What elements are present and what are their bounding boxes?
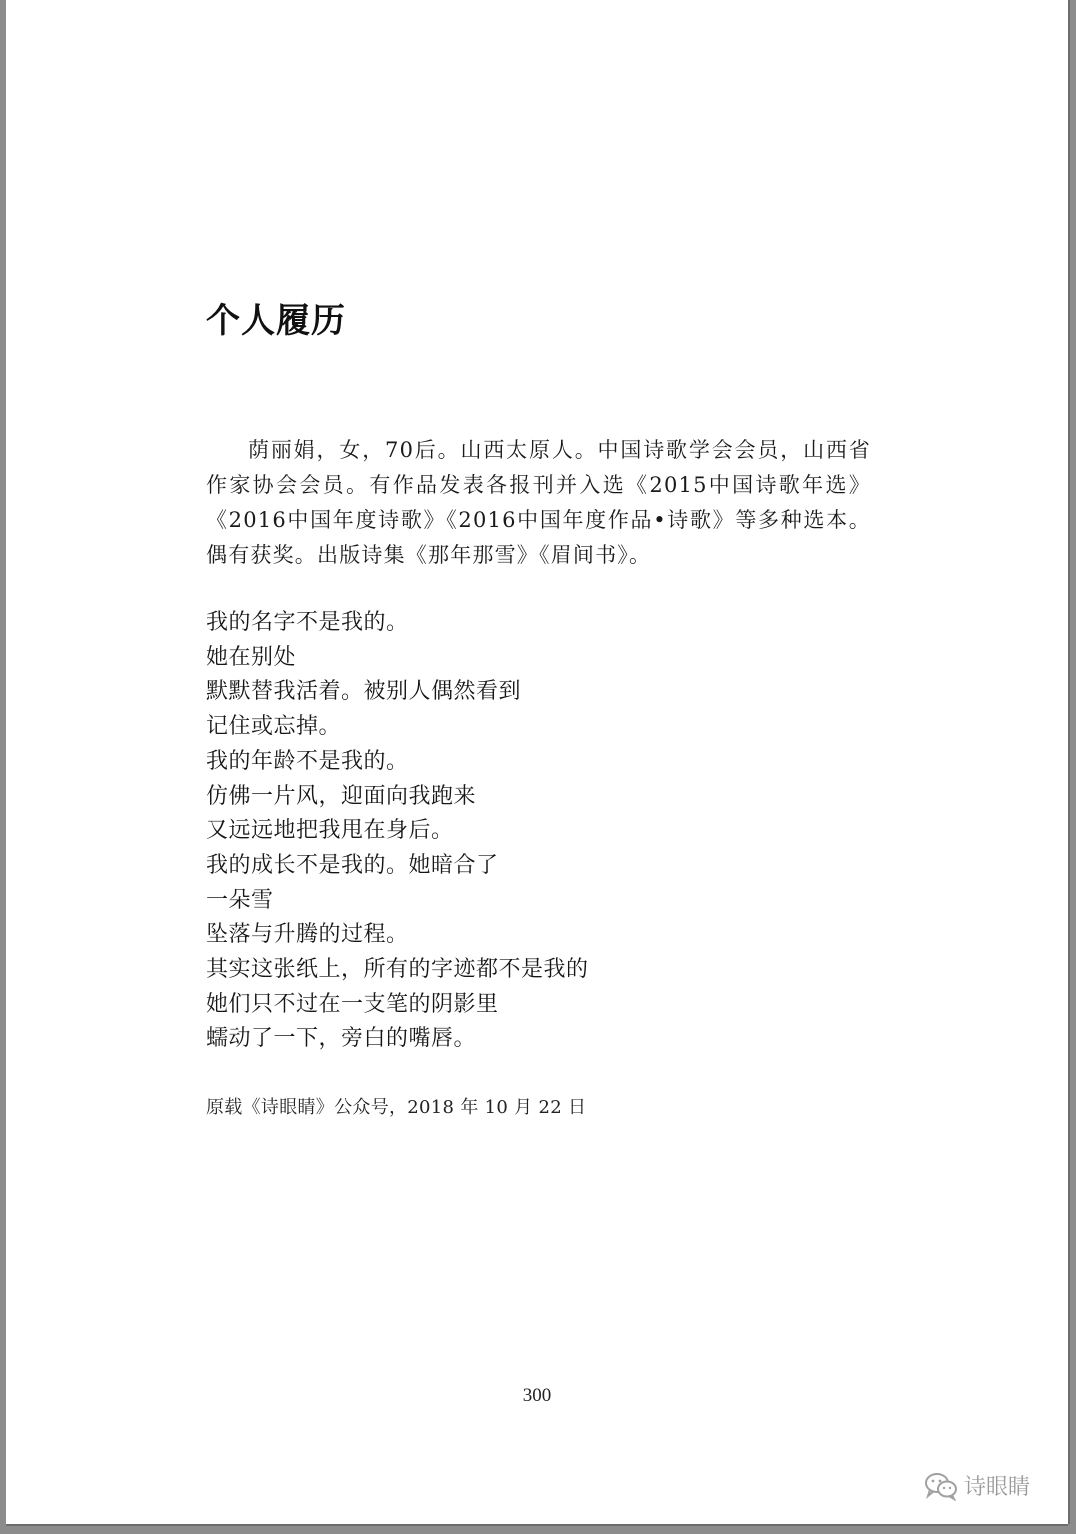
poem — [206, 606, 589, 1057]
poem-line: 她在别处 — [206, 644, 297, 670]
poem-line: 她们只不过在一支笔的阴影里 — [206, 991, 499, 1017]
page-number: 300 — [522, 1385, 552, 1406]
document-page — [6, 0, 1068, 1524]
poem-line: 记住或忘掉。 — [206, 714, 342, 740]
wechat-icon — [924, 1471, 958, 1501]
poem-line: 我的名字不是我的。 — [206, 610, 409, 635]
watermark — [924, 1470, 1030, 1501]
watermark-text: 诗眼睛 — [963, 1475, 1030, 1500]
bio-paragraph: 荫丽娟，女，70后。山西太原人。中国诗歌学会会员，山西省作家协会会员。有作品发表各报刊并入选《2015中国诗歌年选》《2016中国年度诗歌》《2016中国年度作品•诗歌》等多种选本。偶有获奖。出版诗集《那年那雪》《眉间书》。 — [206, 438, 871, 567]
poem-line: 默默替我活着。被别人偶然看到 — [206, 679, 522, 705]
poem-line: 我的年龄不是我的。 — [206, 748, 409, 774]
poem-line: 我的成长不是我的。她暗合了 — [206, 852, 499, 878]
poem-line: 又远远地把我甩在身后。 — [206, 818, 454, 844]
poem-line: 蠕动了一下，旁白的嘴唇。 — [206, 1026, 477, 1052]
source-note: 原载《诗眼睛》公众号，2018 年 10 月 22 日 — [206, 1097, 587, 1118]
page-title: 个人履历 — [206, 301, 346, 341]
poem-line: 其实这张纸上，所有的字迹都不是我的 — [206, 957, 589, 983]
poem-line: 一朵雪 — [206, 887, 274, 913]
poem-line: 坠落与升腾的过程。 — [206, 922, 409, 948]
poem-line: 仿佛一片风，迎面向我跑来 — [206, 783, 477, 809]
